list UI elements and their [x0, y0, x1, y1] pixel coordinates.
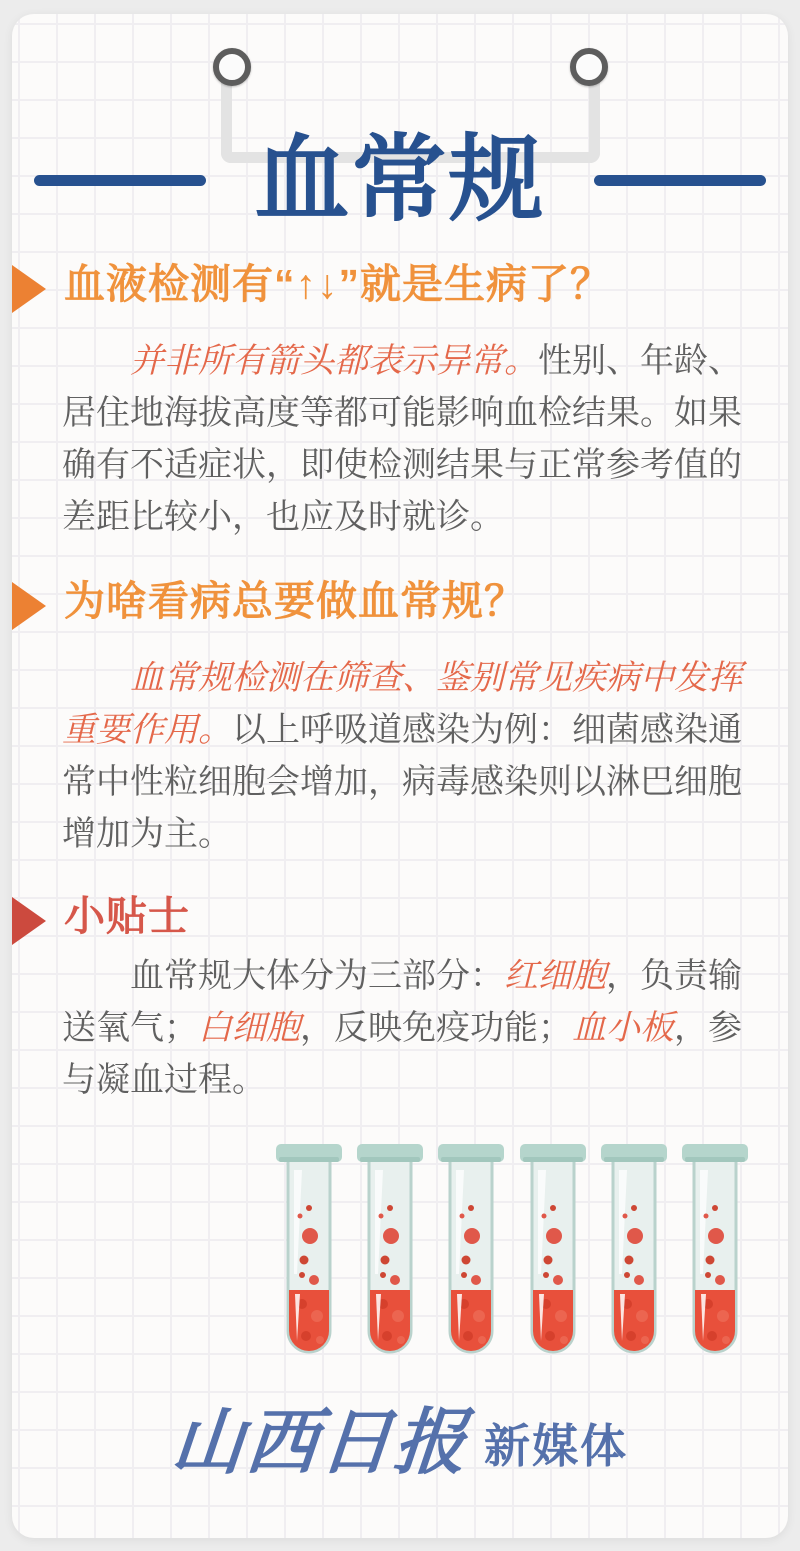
test-tube-icon: [601, 1144, 667, 1356]
clip-eyelet-icon: [570, 48, 608, 86]
section-paragraph: [62, 950, 752, 1106]
test-tube-icon: [682, 1144, 748, 1356]
body-text: 以上呼吸道感染为例：细菌感染通常中性粒细胞会增加，病毒感染则以淋巴细胞增加为主。: [62, 711, 742, 853]
triangle-right-icon: [12, 897, 46, 945]
body-text: 血常规大体分为三部分：: [130, 957, 504, 995]
highlighted-text: 白细胞: [198, 1009, 300, 1047]
clip-eyelet-icon: [213, 48, 251, 86]
test-tube-row: [276, 1144, 748, 1356]
triangle-right-icon: [12, 265, 46, 313]
test-tube-icon: [276, 1144, 342, 1356]
test-tube-icon: [357, 1144, 423, 1356]
title-dash-left: [34, 175, 206, 186]
page-title: 血常规: [254, 127, 546, 233]
triangle-right-icon: [12, 582, 46, 630]
test-tube-icon: [520, 1144, 586, 1356]
body-text: 性别、年龄、居住地海拔高度等都可能影响血检结果。如果确有不适症状，即使检测结果与正常参考值的差距比较小，也应及时就诊。: [62, 342, 742, 536]
section-title: 小贴士: [64, 893, 190, 939]
body-text: ，反映免疫功能；: [300, 1009, 572, 1047]
footer-logo: [0, 1398, 800, 1488]
section-title: 血液检测有“↑↓”就是生病了？: [64, 261, 612, 307]
highlighted-text: 并非所有箭头都表示异常。: [130, 342, 538, 380]
title-dash-right: [594, 175, 766, 186]
title-row: [0, 128, 800, 232]
highlighted-text: 血常规检测在筛查、鉴别常见疾病中发挥重要作用。: [62, 659, 742, 749]
brand-calligraphy-logo: 山西日报: [168, 1403, 472, 1483]
body-text: ，负责输送氧气；: [62, 957, 742, 1047]
highlighted-text: 血小板: [572, 1009, 674, 1047]
section-paragraph: [62, 652, 752, 860]
test-tube-icon: [438, 1144, 504, 1356]
highlighted-text: 红细胞: [504, 957, 606, 995]
section-title: 为啥看病总要做血常规？: [64, 578, 526, 624]
body-text: ，参与凝血过程。: [62, 1009, 742, 1099]
section-paragraph: [62, 335, 752, 543]
brand-suffix-label: 新媒体: [484, 1420, 628, 1472]
